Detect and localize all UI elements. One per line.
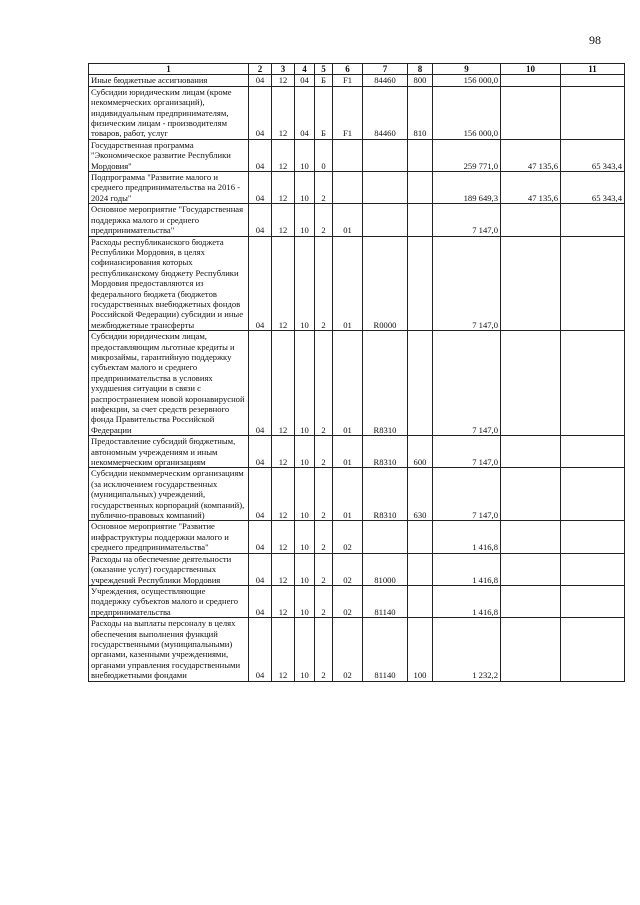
table-row [89,468,625,521]
cell-col-9: 156 000,0 [433,86,501,139]
row-name: Субсидии некоммерческим организациям (за исключением государственных (муниципальных) учреждений, государственных корпораций (компаний), публично-правовых компаний) [89,468,249,521]
cell-col-6: 01 [333,236,363,331]
cell-col-5: Б [315,86,333,139]
cell-col-9: 7 147,0 [433,204,501,236]
cell-col-7 [363,521,408,553]
cell-col-7: R8310 [363,468,408,521]
table-row [89,172,625,204]
cell-col-11: 65 343,4 [561,139,625,171]
cell-col-6: 02 [333,553,363,585]
cell-col-6: F1 [333,75,363,86]
column-header: 4 [295,64,315,75]
cell-col-11: 65 343,4 [561,172,625,204]
cell-col-4: 04 [295,86,315,139]
cell-col-11 [561,236,625,331]
cell-col-9: 7 147,0 [433,468,501,521]
cell-col-2: 04 [249,436,272,468]
cell-col-8 [408,331,433,436]
cell-col-2: 04 [249,172,272,204]
row-name: Расходы республиканского бюджета Республики Мордовия, в целях софинансирования которых республиканскому бюджету Республики Мордовия предоставляются из федерального бюджета (бюджетов государственных внебюджетных фондов Российской Федерации) субсидии и иные межбюджетные трансферты [89,236,249,331]
cell-col-7 [363,204,408,236]
cell-col-7: 84460 [363,75,408,86]
cell-col-7: 84460 [363,86,408,139]
cell-col-3: 12 [272,204,295,236]
budget-table [88,63,625,682]
cell-col-7: R8310 [363,331,408,436]
cell-col-5: 2 [315,204,333,236]
cell-col-4: 10 [295,204,315,236]
cell-col-8 [408,236,433,331]
column-header: 3 [272,64,295,75]
cell-col-8 [408,553,433,585]
cell-col-7: 81140 [363,618,408,681]
cell-col-6: 01 [333,468,363,521]
cell-col-5: 2 [315,331,333,436]
cell-col-3: 12 [272,436,295,468]
cell-col-8 [408,204,433,236]
cell-col-7: R0000 [363,236,408,331]
cell-col-10 [501,75,561,86]
cell-col-2: 04 [249,139,272,171]
cell-col-4: 10 [295,172,315,204]
cell-col-10 [501,553,561,585]
cell-col-5: 2 [315,468,333,521]
cell-col-4: 04 [295,75,315,86]
cell-col-7: R8310 [363,436,408,468]
cell-col-5: 2 [315,585,333,617]
cell-col-10 [501,585,561,617]
cell-col-4: 10 [295,618,315,681]
table-row [89,139,625,171]
cell-col-3: 12 [272,236,295,331]
table-row [89,436,625,468]
cell-col-3: 12 [272,585,295,617]
cell-col-10: 47 135,6 [501,139,561,171]
row-name: Учреждения, осуществляющие поддержку субъектов малого и среднего предпринимательства [89,585,249,617]
cell-col-6: 01 [333,331,363,436]
column-header: 7 [363,64,408,75]
cell-col-2: 04 [249,75,272,86]
cell-col-11 [561,553,625,585]
cell-col-11 [561,75,625,86]
cell-col-2: 04 [249,236,272,331]
page-number: 98 [589,33,601,47]
cell-col-2: 04 [249,204,272,236]
cell-col-11 [561,585,625,617]
cell-col-4: 10 [295,331,315,436]
row-name: Субсидии юридическим лицам, предоставляющим льготные кредиты и микрозаймы, гарантийную поддержку субъектам малого и среднего предпринимательства в условиях ухудшения ситуации в связи с распространением новой коронавирусной инфекции, за счет средств резервного фонда Правительства Российской Федерации [89,331,249,436]
cell-col-4: 10 [295,236,315,331]
column-header: 9 [433,64,501,75]
row-name: Подпрограмма "Развитие малого и среднего предпринимательства на 2016 - 2024 годы" [89,172,249,204]
cell-col-8: 600 [408,436,433,468]
table-row [89,204,625,236]
cell-col-5: 2 [315,553,333,585]
cell-col-10 [501,468,561,521]
cell-col-10 [501,436,561,468]
row-name: Основное мероприятие "Государственная поддержка малого и среднего предпринимательства" [89,204,249,236]
cell-col-7: 81140 [363,585,408,617]
cell-col-5: 2 [315,618,333,681]
column-header: 6 [333,64,363,75]
cell-col-2: 04 [249,331,272,436]
cell-col-3: 12 [272,86,295,139]
cell-col-9: 1 232,2 [433,618,501,681]
row-name: Предоставление субсидий бюджетным, автономным учреждениям и иным некоммерческим организациям [89,436,249,468]
cell-col-2: 04 [249,553,272,585]
cell-col-9: 7 147,0 [433,331,501,436]
cell-col-11 [561,468,625,521]
cell-col-10 [501,521,561,553]
cell-col-6: 02 [333,618,363,681]
cell-col-7 [363,139,408,171]
cell-col-9: 1 416,8 [433,585,501,617]
cell-col-5: 2 [315,436,333,468]
cell-col-5: Б [315,75,333,86]
cell-col-3: 12 [272,553,295,585]
cell-col-6: 02 [333,521,363,553]
column-header: 1 [89,64,249,75]
cell-col-2: 04 [249,585,272,617]
cell-col-2: 04 [249,468,272,521]
cell-col-10 [501,331,561,436]
cell-col-11 [561,436,625,468]
cell-col-9: 189 649,3 [433,172,501,204]
cell-col-9: 156 000,0 [433,75,501,86]
cell-col-4: 10 [295,468,315,521]
cell-col-4: 10 [295,139,315,171]
table-row [89,521,625,553]
column-header: 8 [408,64,433,75]
cell-col-8 [408,139,433,171]
cell-col-8 [408,521,433,553]
cell-col-7 [363,172,408,204]
table-row [89,553,625,585]
row-name: Расходы на обеспечение деятельности (оказание услуг) государственных учреждений Республики Мордовия [89,553,249,585]
cell-col-2: 04 [249,618,272,681]
cell-col-3: 12 [272,468,295,521]
cell-col-8: 800 [408,75,433,86]
cell-col-11 [561,618,625,681]
cell-col-6: 02 [333,585,363,617]
row-name: Субсидии юридическим лицам (кроме некоммерческих организаций), индивидуальным предпринимателям, физическим лицам - производителям товаров, работ, услуг [89,86,249,139]
cell-col-4: 10 [295,521,315,553]
cell-col-8: 100 [408,618,433,681]
row-name: Основное мероприятие "Развитие инфраструктуры поддержки малого и среднего предпринимательства" [89,521,249,553]
cell-col-7: 81000 [363,553,408,585]
cell-col-8: 630 [408,468,433,521]
cell-col-2: 04 [249,86,272,139]
cell-col-5: 2 [315,172,333,204]
cell-col-4: 10 [295,436,315,468]
cell-col-6: 01 [333,204,363,236]
row-name: Расходы на выплаты персоналу в целях обеспечения выполнения функций государственными (муниципальными) органами, казенными учреждениями, органами управления государственными внебюджетными фондами [89,618,249,681]
cell-col-10 [501,236,561,331]
column-header: 11 [561,64,625,75]
cell-col-6: 01 [333,436,363,468]
cell-col-9: 7 147,0 [433,436,501,468]
cell-col-9: 259 771,0 [433,139,501,171]
cell-col-9: 1 416,8 [433,521,501,553]
cell-col-11 [561,86,625,139]
cell-col-10 [501,204,561,236]
cell-col-3: 12 [272,521,295,553]
cell-col-5: 0 [315,139,333,171]
cell-col-8: 810 [408,86,433,139]
table-row [89,86,625,139]
cell-col-2: 04 [249,521,272,553]
column-header: 10 [501,64,561,75]
cell-col-6: F1 [333,86,363,139]
cell-col-11 [561,204,625,236]
row-name: Государственная программа "Экономическое развитие Республики Мордовия" [89,139,249,171]
table-row [89,75,625,86]
cell-col-6 [333,139,363,171]
cell-col-3: 12 [272,618,295,681]
cell-col-5: 2 [315,521,333,553]
cell-col-10 [501,86,561,139]
column-header: 5 [315,64,333,75]
table-row [89,331,625,436]
cell-col-10: 47 135,6 [501,172,561,204]
cell-col-3: 12 [272,75,295,86]
table-row [89,236,625,331]
cell-col-3: 12 [272,172,295,204]
column-header: 2 [249,64,272,75]
cell-col-11 [561,331,625,436]
table-row [89,585,625,617]
cell-col-11 [561,521,625,553]
cell-col-9: 1 416,8 [433,553,501,585]
cell-col-10 [501,618,561,681]
row-name: Иные бюджетные ассигнования [89,75,249,86]
table-header-row [89,64,625,75]
cell-col-5: 2 [315,236,333,331]
table-row [89,618,625,681]
cell-col-8 [408,172,433,204]
cell-col-8 [408,585,433,617]
cell-col-3: 12 [272,139,295,171]
table-body [89,75,625,681]
cell-col-4: 10 [295,585,315,617]
cell-col-3: 12 [272,331,295,436]
cell-col-9: 7 147,0 [433,236,501,331]
cell-col-4: 10 [295,553,315,585]
cell-col-6 [333,172,363,204]
